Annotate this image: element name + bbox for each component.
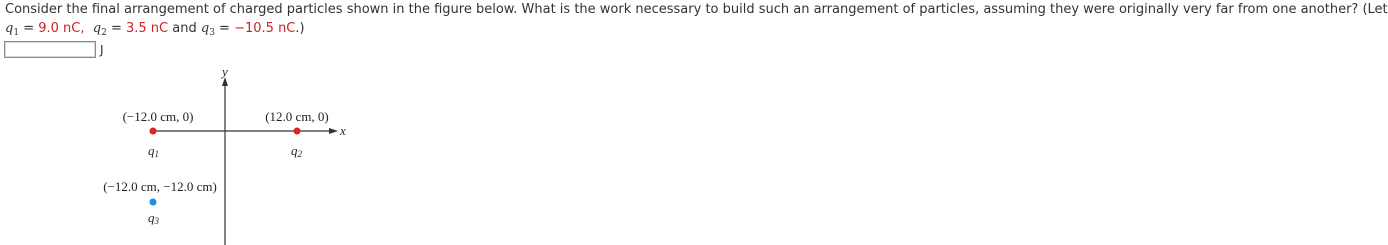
y-axis-label: y — [222, 64, 228, 79]
x-axis-arrow-icon — [329, 128, 338, 134]
q3-charge-dot — [150, 199, 157, 206]
q2-label: q2 — [291, 143, 302, 159]
q1-label: q1 — [148, 143, 159, 159]
q3-equals: = — [214, 21, 235, 36]
q1-symbol: $q_1$ — [5, 21, 20, 38]
q3-label: q3 — [148, 210, 159, 226]
question-intro: Consider the final arrangement of charged particles shown in the figure below. What is the work necessary to build such an arrangement of particles, assuming they were originally very far from one another? (Let — [5, 2, 1388, 17]
q2-symbol: $q_2$ — [92, 21, 107, 38]
q3-coordinate: (−12.0 cm, −12.0 cm) — [103, 179, 217, 194]
q3-value: −10.5 nC — [234, 21, 296, 36]
answer-unit: J — [100, 42, 104, 57]
q1-value: 9.0 nC, — [38, 21, 85, 36]
q1-equals: = — [19, 21, 39, 36]
q2-equals: = — [106, 21, 126, 36]
q1-charge-dot — [150, 128, 157, 135]
q3-symbol: $q_3$ — [200, 21, 215, 38]
x-axis-label: x — [340, 123, 346, 138]
closing-paren: .) — [295, 21, 305, 36]
q2-coordinate: (12.0 cm, 0) — [265, 109, 329, 124]
q1-coordinate: (−12.0 cm, 0) — [122, 109, 194, 124]
and-text: and — [168, 21, 201, 36]
q2-charge-dot — [294, 128, 301, 135]
q2-value: 3.5 nC — [126, 21, 169, 36]
